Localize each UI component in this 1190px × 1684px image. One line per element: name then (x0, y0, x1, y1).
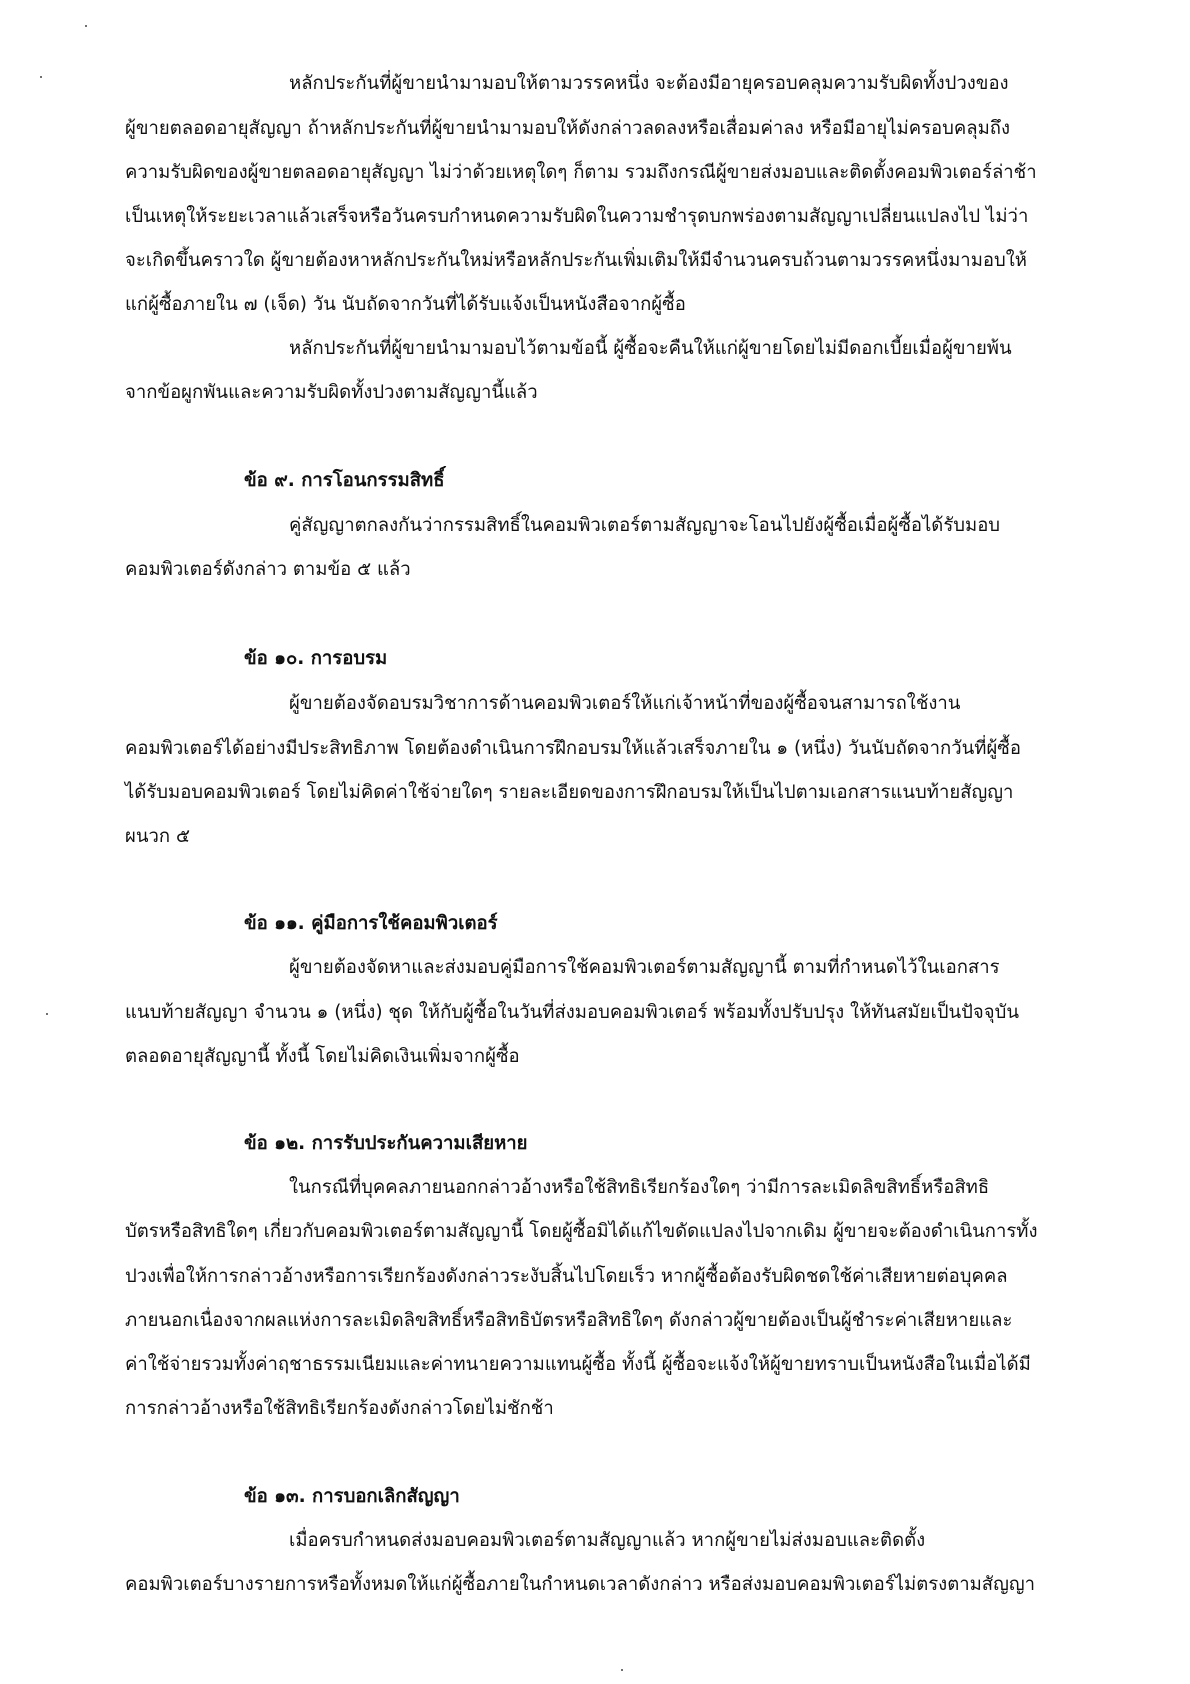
section-heading-12: ข้อ ๑๒. การรับประกันความเสียหาย (244, 1133, 528, 1154)
section-heading-9: ข้อ ๙. การโอนกรรมสิทธิ์ (244, 470, 445, 491)
scan-speck (85, 25, 87, 27)
section-heading-10: ข้อ ๑๐. การอบรม (244, 648, 388, 669)
body-text-line: แก่ผู้ซื้อภายใน ๗ (เจ็ด) วัน นับถัดจากวันที่ได้รับแจ้งเป็นหนังสือจากผู้ซื้อ (125, 294, 686, 315)
body-text-line: ผู้ขายต้องจัดอบรมวิชาการด้านคอมพิวเตอร์ให้แก่เจ้าหน้าที่ของผู้ซื้อจนสามารถใช้งาน (289, 693, 961, 714)
body-text-line: คอมพิวเตอร์ได้อย่างมีประสิทธิภาพ โดยต้องดำเนินการฝึกอบรมให้แล้วเสร็จภายใน ๑ (หนึ่ง) วันนับถัดจากวันที่ผู้ซื้อ (125, 738, 1021, 759)
body-text-line: จะเกิดขึ้นคราวใด ผู้ขายต้องหาหลักประกันใหม่หรือหลักประกันเพิ่มเติมให้มีจำนวนครบถ้วนตามวรรคหนึ่งมามอบให้ (125, 250, 1027, 271)
body-text-line: ผู้ขายตลอดอายุสัญญา ถ้าหลักประกันที่ผู้ขายนำมามอบให้ดังกล่าวลดลงหรือเสื่อมค่าลง หรือมีอายุไม่ครอบคลุมถึง (125, 118, 1011, 139)
section-heading-13: ข้อ ๑๓. การบอกเลิกสัญญา (244, 1486, 460, 1507)
body-text-line: เป็นเหตุให้ระยะเวลาแล้วเสร็จหรือวันครบกำหนดความรับผิดในความชำรุดบกพร่องตามสัญญาเปลี่ยนแปลงไป ไม่ว่า (125, 206, 1029, 227)
body-text-line: ค่าใช้จ่ายรวมทั้งค่าฤชาธรรมเนียมและค่าทนายความแทนผู้ซื้อ ทั้งนี้ ผู้ซื้อจะแจ้งให้ผู้ขายทราบเป็นหนังสือในเมื่อได้มี (125, 1354, 1031, 1375)
body-text-line: บัตรหรือสิทธิใดๆ เกี่ยวกับคอมพิวเตอร์ตามสัญญานี้ โดยผู้ซื้อมิได้แก้ไขดัดแปลงไปจากเดิม ผู้ขายจะต้องดำเนินการทั้ง (125, 1221, 1038, 1242)
body-text-line: ผู้ขายต้องจัดหาและส่งมอบคู่มือการใช้คอมพิวเตอร์ตามสัญญานี้ ตามที่กำหนดไว้ในเอกสาร (289, 957, 1000, 978)
scan-speck (40, 76, 42, 78)
body-text-line: คอมพิวเตอร์บางรายการหรือทั้งหมดให้แก่ผู้ซื้อภายในกำหนดเวลาดังกล่าว หรือส่งมอบคอมพิวเตอร์ไม่ตรงตามสัญญา (125, 1574, 1036, 1595)
scan-speck (621, 1669, 623, 1671)
body-text-line: เมื่อครบกำหนดส่งมอบคอมพิวเตอร์ตามสัญญาแล้ว หากผู้ขายไม่ส่งมอบและติดตั้ง (289, 1530, 926, 1551)
body-text-line: จากข้อผูกพันและความรับผิดทั้งปวงตามสัญญานี้แล้ว (125, 382, 538, 403)
body-text-line: ตลอดอายุสัญญานี้ ทั้งนี้ โดยไม่คิดเงินเพิ่มจากผู้ซื้อ (125, 1046, 520, 1067)
body-text-line: หลักประกันที่ผู้ขายนำมามอบให้ตามวรรคหนึ่ง จะต้องมีอายุครอบคลุมความรับผิดทั้งปวงของ (289, 73, 1009, 94)
body-text-line: ผนวก ๕ (125, 826, 190, 847)
body-text-line: แนบท้ายสัญญา จำนวน ๑ (หนึ่ง) ชุด ให้กับผู้ซื้อในวันที่ส่งมอบคอมพิวเตอร์ พร้อมทั้งปรับปรุง ให้ทันสมัยเป็นปัจจุบัน (125, 1002, 1019, 1023)
body-text-line: ปวงเพื่อให้การกล่าวอ้างหรือการเรียกร้องดังกล่าวระงับสิ้นไปโดยเร็ว หากผู้ซื้อต้องรับผิดชดใช้ค่าเสียหายต่อบุคคล (125, 1266, 1008, 1287)
body-text-line: ในกรณีที่บุคคลภายนอกกล่าวอ้างหรือใช้สิทธิเรียกร้องใดๆ ว่ามีการละเมิดลิขสิทธิ์หรือสิทธิ (289, 1177, 990, 1198)
body-text-line: หลักประกันที่ผู้ขายนำมามอบไว้ตามข้อนี้ ผู้ซื้อจะคืนให้แก่ผู้ขายโดยไม่มีดอกเบี้ยเมื่อผู้ขายพ้น (289, 338, 1012, 359)
body-text-line: ได้รับมอบคอมพิวเตอร์ โดยไม่คิดค่าใช้จ่ายใดๆ รายละเอียดของการฝึกอบรมให้เป็นไปตามเอกสารแนบท้ายสัญญา (125, 782, 1014, 803)
scan-speck (46, 1013, 48, 1015)
body-text-line: การกล่าวอ้างหรือใช้สิทธิเรียกร้องดังกล่าวโดยไม่ชักช้า (125, 1398, 554, 1419)
body-text-line: คู่สัญญาตกลงกันว่ากรรมสิทธิ์ในคอมพิวเตอร์ตามสัญญาจะโอนไปยังผู้ซื้อเมื่อผู้ซื้อได้รับมอบ (289, 515, 1001, 536)
section-heading-11: ข้อ ๑๑. คู่มือการใช้คอมพิวเตอร์ (244, 913, 498, 934)
body-text-line: คอมพิวเตอร์ดังกล่าว ตามข้อ ๕ แล้ว (125, 559, 411, 580)
body-text-line: ความรับผิดของผู้ขายตลอดอายุสัญญา ไม่ว่าด้วยเหตุใดๆ ก็ตาม รวมถึงกรณีผู้ขายส่งมอบและติดตั้งคอมพิวเตอร์ล่าช้า (125, 162, 1037, 183)
body-text-line: ภายนอกเนื่องจากผลแห่งการละเมิดลิขสิทธิ์หรือสิทธิบัตรหรือสิทธิใดๆ ดังกล่าวผู้ขายต้องเป็นผู้ชำระค่าเสียหายและ (125, 1310, 1013, 1331)
